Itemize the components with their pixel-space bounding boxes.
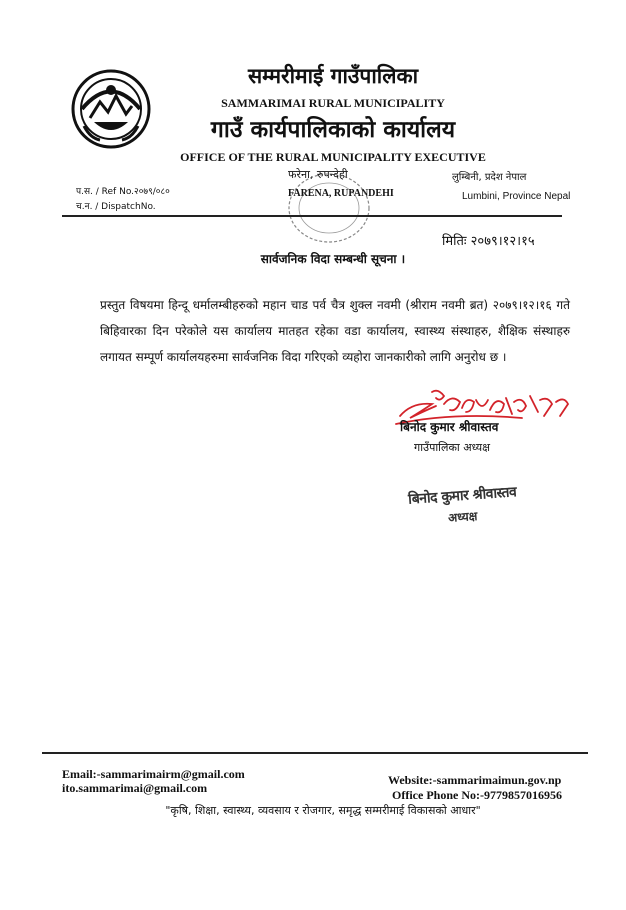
dispatch-number: च.न. / DispatchNo. bbox=[76, 202, 156, 212]
municipality-name-np: सम्मरीमाई गाउँपालिका bbox=[247, 64, 419, 88]
ref-number: प.स. / Ref No.२०७९/०८० bbox=[76, 187, 170, 197]
address-np: फरेना, रुपन्देही bbox=[288, 168, 348, 181]
footer-divider bbox=[42, 752, 588, 754]
footer-phone: Office Phone No:-9779857016956 bbox=[392, 788, 562, 802]
footer-email-primary: Email:-sammarimairm@gmail.com bbox=[62, 767, 245, 781]
signatory-title: गाउँपालिका अध्यक्ष bbox=[414, 441, 491, 454]
office-name-en: OFFICE OF THE RURAL MUNICIPALITY EXECUTIVE bbox=[180, 150, 486, 164]
name-seal-text: बिनोद कुमार श्रीवास्तव bbox=[407, 484, 517, 508]
address-en: FARENA, RUPANDEHI bbox=[288, 188, 394, 199]
province-en: Lumbini, Province Nepal bbox=[462, 191, 571, 202]
letter-body: प्रस्तुत विषयमा हिन्दू धर्मालम्बीहरुको महान चाड पर्व चैत्र शुक्ल नवमी (श्रीराम नवमी ब्रत) २०७९।१२।१६ गते बिहिवारका दिन परेकोले यस कार्यालय मातहत रहेका वडा कार्यालय, स्वास्थ्य संस्थाहरु, शैक्षिक संस्थाहरु लगायत सम्पूर्ण कार्यालयहरुमा सार्वजनिक विदा गरिएको व्यहोरा जानकारीको लागि अनुरोध छ । bbox=[100, 298, 570, 364]
footer-website: Website:-sammarimaimun.gov.np bbox=[388, 773, 562, 787]
signatory-name: बिनोद कुमार श्रीवास्तव bbox=[400, 420, 499, 434]
letter-date: मितिः २०७९।१२।१५ bbox=[442, 234, 535, 249]
municipality-name-en: SAMMARIMAI RURAL MUNICIPALITY bbox=[221, 96, 445, 110]
office-stamp-icon bbox=[282, 167, 376, 249]
letter-subject: सार्वजनिक विदा सम्बन्धी सूचना । bbox=[260, 252, 406, 266]
province-np: लुम्बिनी, प्रदेश नेपाल bbox=[452, 172, 527, 183]
footer-email-secondary: ito.sammarimai@gmail.com bbox=[62, 781, 208, 795]
footer-slogan: "कृषि, शिक्षा, स्वास्थ्य, व्यवसाय र रोजगार, समृद्ध सम्मरीमाई विकासको आधार" bbox=[165, 804, 481, 817]
header-divider bbox=[62, 215, 562, 217]
office-name-np: गाउँ कार्यपालिकाको कार्यालय bbox=[210, 117, 456, 143]
name-seal-title: अध्यक्ष bbox=[447, 508, 478, 526]
